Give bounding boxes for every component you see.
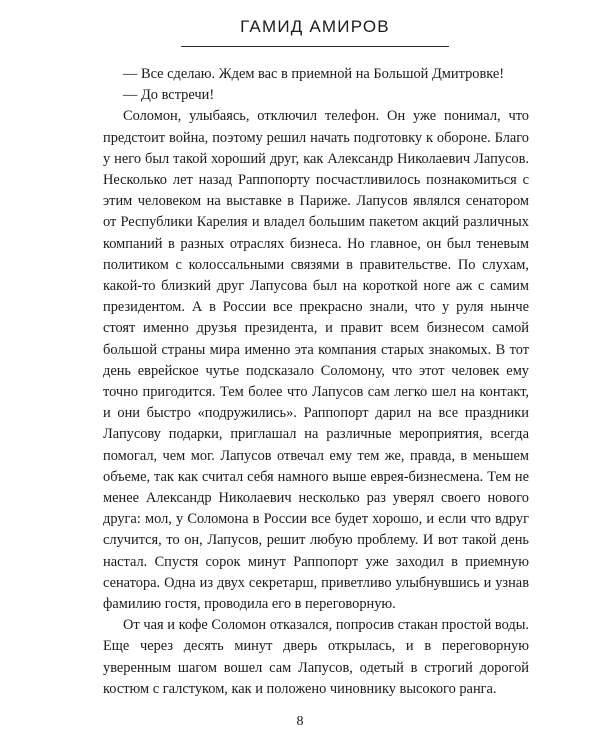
- paragraph: — Все сделаю. Ждем вас в приемной на Большой Дмитровке!: [123, 66, 505, 82]
- page-number: 8: [296, 714, 304, 729]
- paragraph: От чая и кофе Соломон отказался, попросив стакан простой воды. Еще через десять минут дверь открылась, и в переговорную уверенным шагом вошел сам Лапусов, одетый в строгий дорогой костюм с галстуком, как и положено чиновнику высокого ранга.: [103, 617, 529, 697]
- author-name: ГАМИД АМИРОВ: [240, 17, 390, 36]
- header-rule: [181, 46, 449, 47]
- paragraph: Соломон, улыбаясь, отключил телефон. Он уже понимал, что предстоит война, поэтому решил начать подготовку к обороне. Благо у него был такой хороший друг, как Александр Николаевич Лапусов. Несколько лет назад Раппопорту посчастливилось познакомиться с этим человеком на выставке в Париже. Лапусов являлся сенатором от Республики Карелия и владел большим пакетом акций различных компаний в разных отраслях бизнеса. Но главное, он был теневым политиком с колоссальными связями в правительстве. По слухам, какой-то близкий друг Лапусова был на короткой ноге аж с самим президентом. А в России все прекрасно знали, что у руля нынче стоят именно друзья президента, и правит всем бизнесом самой большой страны мира именно эта компания старых знакомых. В тот день еврейское чутье подсказало Соломону, что этот человек ему точно пригодится. Тем более что Лапусов сам легко шел на контакт, и они быстро «подружились». Раппопорт дарил на все праздники Лапусову подарки, приглашал на различные мероприятия, всегда помогал, чем мог. Лапусов отвечал ему тем же, правда, в меньшем объеме, так как считал себя намного выше еврея-бизнесмена. Тем не менее Александр Николаевич несколько раз уверял своего нового друга: мол, у Соломона в России все будет хорошо, и если что вдруг случится, то он, Лапусов, решит любую проблему. И вот такой день настал. Спустя сорок минут Раппопорт уже заходил в приемную сенатора. Одна из двух секретарш, приветливо улыбнувшись и узнав фамилию гостя, проводила его в переговорную.: [103, 108, 529, 613]
- running-header: [181, 14, 449, 47]
- page-body: [103, 64, 529, 700]
- paragraph: — До встречи!: [123, 87, 215, 104]
